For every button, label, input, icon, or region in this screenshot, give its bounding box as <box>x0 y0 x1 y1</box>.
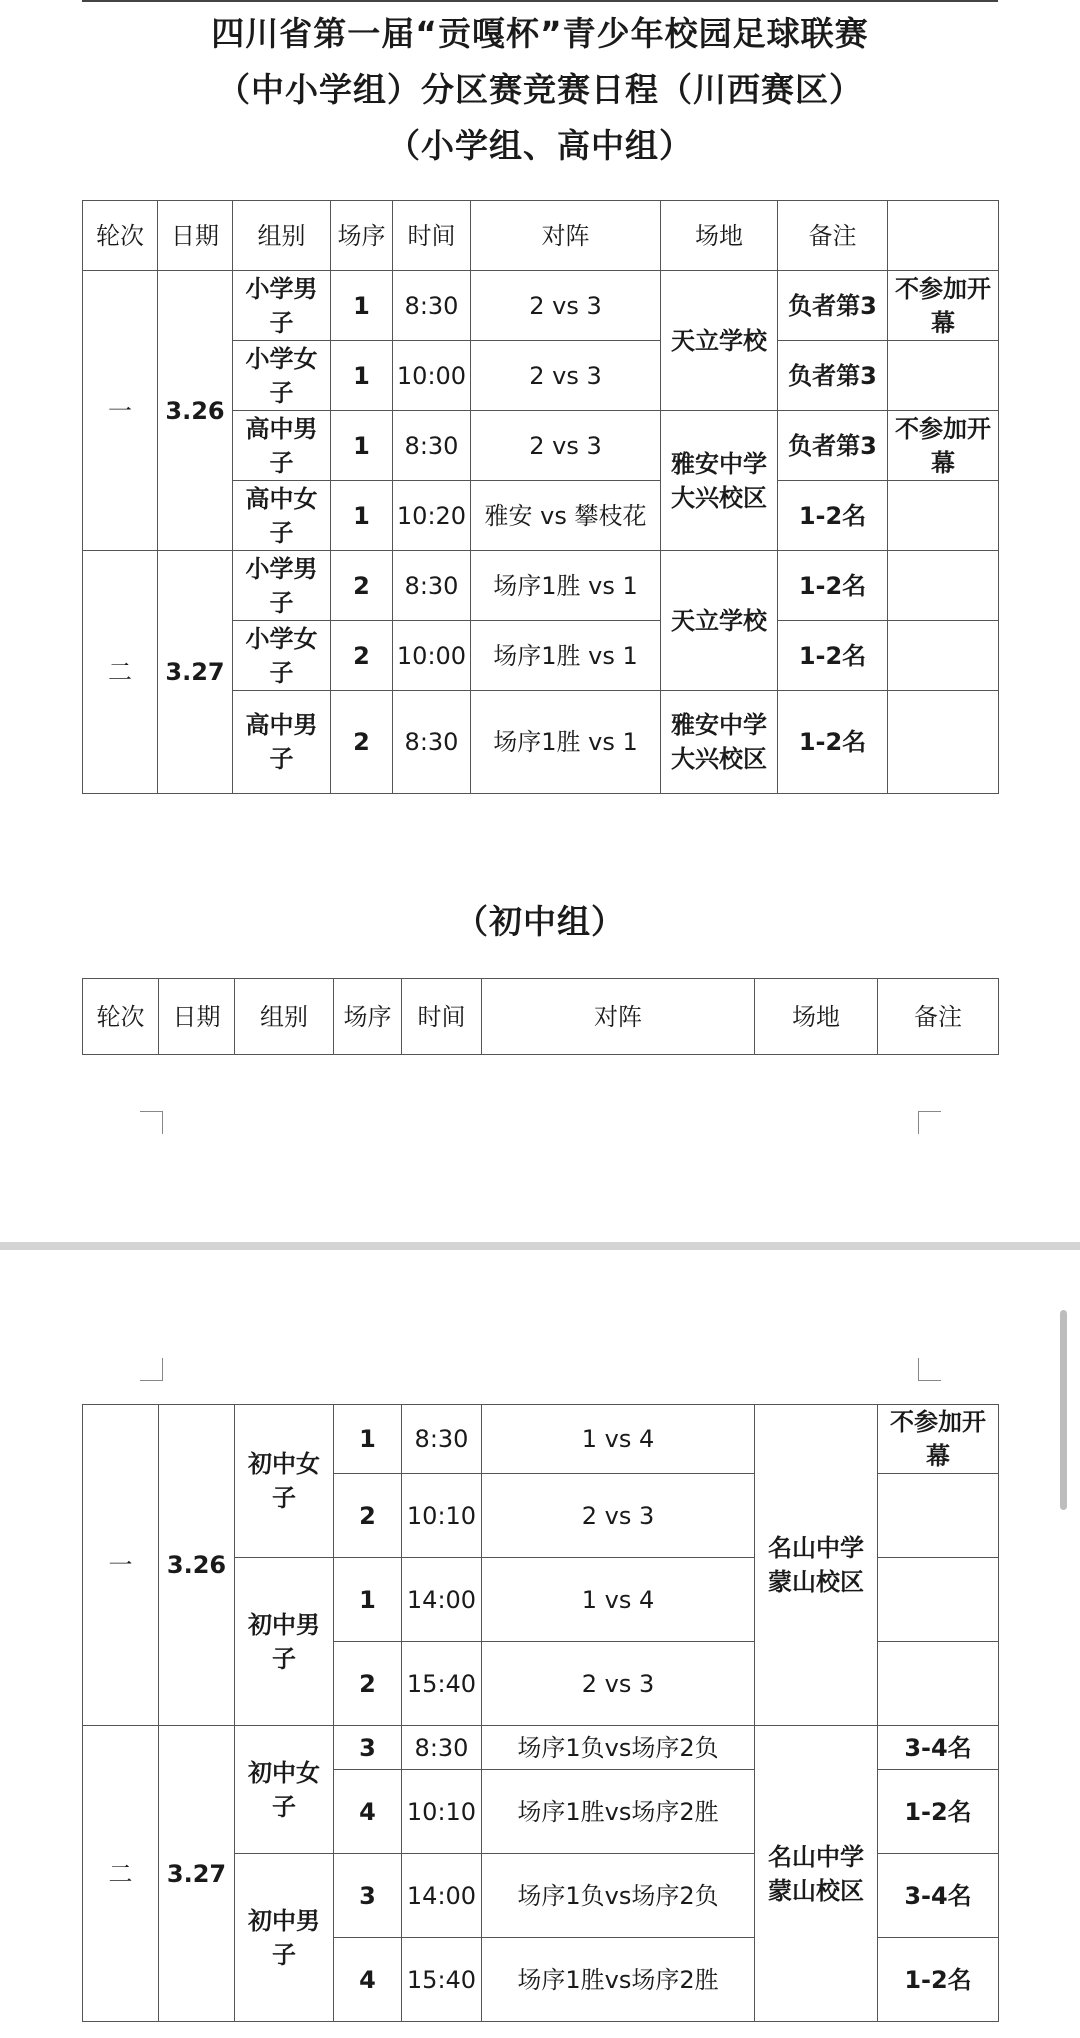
note-cell <box>878 1474 999 1558</box>
group-cell: 高中女子 <box>233 481 331 551</box>
seq-cell: 3 <box>334 1854 402 1938</box>
table-row <box>83 1726 999 1770</box>
seq-cell: 1 <box>331 411 393 481</box>
header-note: 备注 <box>878 979 999 1055</box>
venue-cell: 天立学校 <box>661 551 778 691</box>
time-cell: 15:40 <box>402 1642 482 1726</box>
venue-cell: 天立学校 <box>661 271 778 411</box>
group-cell: 初中女子 <box>235 1726 334 1854</box>
seq-cell: 2 <box>331 691 393 794</box>
margin-corner-mark <box>918 1358 941 1381</box>
group-cell: 高中男子 <box>233 411 331 481</box>
time-cell: 10:20 <box>393 481 471 551</box>
match-cell: 2 vs 3 <box>471 271 661 341</box>
header-round: 轮次 <box>83 201 158 271</box>
time-cell: 8:30 <box>393 551 471 621</box>
header-date: 日期 <box>159 979 235 1055</box>
table-header-row <box>83 201 999 271</box>
note-cell <box>888 551 999 621</box>
header-match: 对阵 <box>482 979 755 1055</box>
margin-corner-mark <box>918 1111 941 1134</box>
section-title-junior: （初中组） <box>455 902 625 941</box>
header-group: 组别 <box>235 979 334 1055</box>
match-cell: 雅安 vs 攀枝花 <box>471 481 661 551</box>
header-venue: 场地 <box>661 201 778 271</box>
seq-cell: 4 <box>334 1938 402 2022</box>
header-time: 时间 <box>402 979 482 1055</box>
time-cell: 10:00 <box>393 341 471 411</box>
match-cell: 2 vs 3 <box>471 411 661 481</box>
header-group: 组别 <box>233 201 331 271</box>
schedule-table-primary-high <box>82 200 999 794</box>
time-cell: 15:40 <box>402 1938 482 2022</box>
note-cell <box>878 1642 999 1726</box>
rank-cell: 负者第3 <box>778 341 888 411</box>
seq-cell: 2 <box>331 551 393 621</box>
date-cell: 3.26 <box>159 1405 235 1726</box>
seq-cell: 3 <box>334 1726 402 1770</box>
match-cell: 场序1负vs场序2负 <box>482 1854 755 1938</box>
table-row <box>83 551 999 621</box>
doc-title-line2: （中小学组）分区赛竞赛日程（川西赛区） <box>217 70 863 109</box>
header-seq: 场序 <box>331 201 393 271</box>
venue-cell: 雅安中学大兴校区 <box>661 691 778 794</box>
header-venue: 场地 <box>755 979 878 1055</box>
page-break-gap <box>0 1242 1080 1250</box>
group-cell: 初中男子 <box>235 1558 334 1726</box>
header-rank: 备注 <box>778 201 888 271</box>
time-cell: 8:30 <box>402 1405 482 1474</box>
note-cell <box>888 481 999 551</box>
round-cell: 一 <box>83 1405 159 1726</box>
page-top-rule <box>82 0 998 2</box>
match-cell: 场序1负vs场序2负 <box>482 1726 755 1770</box>
round-cell: 一 <box>83 271 158 551</box>
match-cell: 场序1胜vs场序2胜 <box>482 1770 755 1854</box>
seq-cell: 4 <box>334 1770 402 1854</box>
group-cell: 小学男子 <box>233 551 331 621</box>
margin-corner-mark <box>140 1358 163 1381</box>
header-extra <box>888 201 999 271</box>
rank-cell: 负者第3 <box>778 411 888 481</box>
doc-title-line1: 四川省第一届“贡嘎杯”青少年校园足球联赛 <box>211 14 869 53</box>
date-cell: 3.27 <box>159 1726 235 2022</box>
note-cell: 1-2名 <box>878 1770 999 1854</box>
group-cell: 小学男子 <box>233 271 331 341</box>
header-date: 日期 <box>158 201 233 271</box>
note-cell: 3-4名 <box>878 1854 999 1938</box>
doc-title-line3: （小学组、高中组） <box>387 126 693 165</box>
seq-cell: 1 <box>331 481 393 551</box>
time-cell: 10:10 <box>402 1474 482 1558</box>
match-cell: 2 vs 3 <box>482 1642 755 1726</box>
date-cell: 3.26 <box>158 271 233 551</box>
match-cell: 场序1胜vs场序2胜 <box>482 1938 755 2022</box>
time-cell: 14:00 <box>402 1854 482 1938</box>
header-round: 轮次 <box>83 979 159 1055</box>
venue-cell: 名山中学蒙山校区 <box>755 1726 878 2022</box>
note-cell: 不参加开幕 <box>888 271 999 341</box>
match-cell: 场序1胜 vs 1 <box>471 551 661 621</box>
margin-corner-mark <box>140 1111 163 1134</box>
group-cell: 高中男子 <box>233 691 331 794</box>
time-cell: 14:00 <box>402 1558 482 1642</box>
group-cell: 小学女子 <box>233 621 331 691</box>
match-cell: 2 vs 3 <box>471 341 661 411</box>
round-cell: 二 <box>83 551 158 794</box>
note-cell <box>888 621 999 691</box>
table-row <box>83 271 999 341</box>
header-match: 对阵 <box>471 201 661 271</box>
seq-cell: 2 <box>334 1474 402 1558</box>
match-cell: 1 vs 4 <box>482 1558 755 1642</box>
note-cell <box>888 341 999 411</box>
venue-cell: 雅安中学大兴校区 <box>661 411 778 551</box>
time-cell: 8:30 <box>393 271 471 341</box>
header-seq: 场序 <box>334 979 402 1055</box>
seq-cell: 2 <box>331 621 393 691</box>
rank-cell: 1-2名 <box>778 691 888 794</box>
group-cell: 小学女子 <box>233 341 331 411</box>
seq-cell: 1 <box>331 271 393 341</box>
note-cell: 不参加开幕 <box>878 1405 999 1474</box>
header-time: 时间 <box>393 201 471 271</box>
match-cell: 场序1胜 vs 1 <box>471 691 661 794</box>
note-cell: 3-4名 <box>878 1726 999 1770</box>
group-cell: 初中女子 <box>235 1405 334 1558</box>
note-cell <box>878 1558 999 1642</box>
time-cell: 8:30 <box>402 1726 482 1770</box>
schedule-table-junior-header <box>82 978 999 1055</box>
rank-cell: 负者第3 <box>778 271 888 341</box>
rank-cell: 1-2名 <box>778 551 888 621</box>
table-header-row <box>83 979 999 1055</box>
time-cell: 10:10 <box>402 1770 482 1854</box>
seq-cell: 1 <box>331 341 393 411</box>
seq-cell: 1 <box>334 1405 402 1474</box>
time-cell: 8:30 <box>393 691 471 794</box>
schedule-table-junior <box>82 1404 999 2022</box>
time-cell: 10:00 <box>393 621 471 691</box>
date-cell: 3.27 <box>158 551 233 794</box>
seq-cell: 2 <box>334 1642 402 1726</box>
match-cell: 场序1胜 vs 1 <box>471 621 661 691</box>
round-cell: 二 <box>83 1726 159 2022</box>
venue-cell: 名山中学蒙山校区 <box>755 1405 878 1726</box>
note-cell: 不参加开幕 <box>888 411 999 481</box>
group-cell: 初中男子 <box>235 1854 334 2022</box>
vertical-scrollbar-thumb[interactable] <box>1060 1310 1067 1510</box>
seq-cell: 1 <box>334 1558 402 1642</box>
time-cell: 8:30 <box>393 411 471 481</box>
match-cell: 2 vs 3 <box>482 1474 755 1558</box>
note-cell: 1-2名 <box>878 1938 999 2022</box>
table-row <box>83 1405 999 1474</box>
rank-cell: 1-2名 <box>778 621 888 691</box>
note-cell <box>888 691 999 794</box>
rank-cell: 1-2名 <box>778 481 888 551</box>
match-cell: 1 vs 4 <box>482 1405 755 1474</box>
